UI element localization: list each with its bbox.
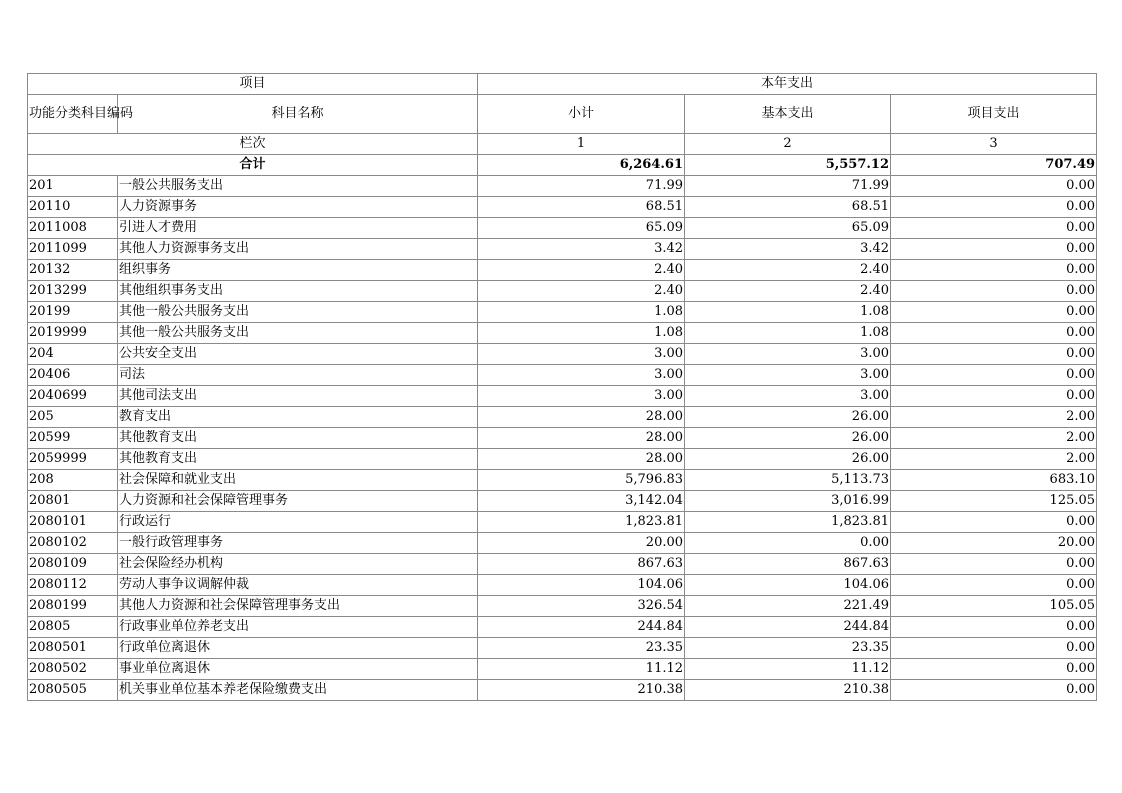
row-subtotal: 3.00 bbox=[478, 386, 685, 407]
row-project: 0.00 bbox=[891, 575, 1097, 596]
header-annual-expense: 本年支出 bbox=[478, 74, 1097, 95]
row-basic: 3.00 bbox=[685, 344, 891, 365]
table-row bbox=[28, 512, 1097, 533]
row-code: 2080502 bbox=[28, 659, 118, 680]
row-name: 一般公共服务支出 bbox=[118, 176, 478, 197]
row-basic: 2.40 bbox=[685, 260, 891, 281]
row-code: 20801 bbox=[28, 491, 118, 512]
row-name: 其他人力资源和社会保障管理事务支出 bbox=[118, 596, 478, 617]
row-basic: 221.49 bbox=[685, 596, 891, 617]
row-project: 0.00 bbox=[891, 260, 1097, 281]
row-project: 0.00 bbox=[891, 323, 1097, 344]
row-code: 20406 bbox=[28, 365, 118, 386]
row-project: 0.00 bbox=[891, 386, 1097, 407]
header-column-index: 栏次 bbox=[28, 134, 478, 155]
table-row bbox=[28, 323, 1097, 344]
row-subtotal: 65.09 bbox=[478, 218, 685, 239]
row-subtotal: 210.38 bbox=[478, 680, 685, 701]
total-row bbox=[28, 155, 1097, 176]
row-code: 2040699 bbox=[28, 386, 118, 407]
row-subtotal: 1,823.81 bbox=[478, 512, 685, 533]
row-name: 社会保险经办机构 bbox=[118, 554, 478, 575]
row-name: 人力资源和社会保障管理事务 bbox=[118, 491, 478, 512]
table-row bbox=[28, 659, 1097, 680]
row-project: 0.00 bbox=[891, 281, 1097, 302]
row-code: 2019999 bbox=[28, 323, 118, 344]
row-code: 2080505 bbox=[28, 680, 118, 701]
row-project: 683.10 bbox=[891, 470, 1097, 491]
row-name: 行政单位离退休 bbox=[118, 638, 478, 659]
row-basic: 867.63 bbox=[685, 554, 891, 575]
row-project: 0.00 bbox=[891, 659, 1097, 680]
row-project: 125.05 bbox=[891, 491, 1097, 512]
row-basic: 68.51 bbox=[685, 197, 891, 218]
row-name: 社会保障和就业支出 bbox=[118, 470, 478, 491]
table-row bbox=[28, 344, 1097, 365]
row-project: 0.00 bbox=[891, 365, 1097, 386]
table-row bbox=[28, 533, 1097, 554]
expenditure-table bbox=[27, 73, 1097, 701]
header-row-1 bbox=[28, 74, 1097, 95]
row-project: 0.00 bbox=[891, 512, 1097, 533]
row-code: 20110 bbox=[28, 197, 118, 218]
row-basic: 3,016.99 bbox=[685, 491, 891, 512]
row-basic: 71.99 bbox=[685, 176, 891, 197]
row-basic: 210.38 bbox=[685, 680, 891, 701]
row-name: 司法 bbox=[118, 365, 478, 386]
row-subtotal: 28.00 bbox=[478, 428, 685, 449]
row-code: 2080109 bbox=[28, 554, 118, 575]
row-code: 2080501 bbox=[28, 638, 118, 659]
row-code: 2080199 bbox=[28, 596, 118, 617]
row-name: 公共安全支出 bbox=[118, 344, 478, 365]
row-subtotal: 104.06 bbox=[478, 575, 685, 596]
row-code: 2011008 bbox=[28, 218, 118, 239]
row-subtotal: 3.42 bbox=[478, 239, 685, 260]
row-project: 0.00 bbox=[891, 638, 1097, 659]
row-code: 2059999 bbox=[28, 449, 118, 470]
row-name: 其他一般公共服务支出 bbox=[118, 323, 478, 344]
table-row bbox=[28, 428, 1097, 449]
header-col3: 3 bbox=[891, 134, 1097, 155]
row-code: 201 bbox=[28, 176, 118, 197]
row-project: 2.00 bbox=[891, 407, 1097, 428]
row-name: 机关事业单位基本养老保险缴费支出 bbox=[118, 680, 478, 701]
row-basic: 3.00 bbox=[685, 386, 891, 407]
table-row bbox=[28, 239, 1097, 260]
row-basic: 2.40 bbox=[685, 281, 891, 302]
header-row-index bbox=[28, 134, 1097, 155]
row-subtotal: 2.40 bbox=[478, 260, 685, 281]
row-subtotal: 20.00 bbox=[478, 533, 685, 554]
row-basic: 244.84 bbox=[685, 617, 891, 638]
row-basic: 3.42 bbox=[685, 239, 891, 260]
row-basic: 1,823.81 bbox=[685, 512, 891, 533]
row-code: 20132 bbox=[28, 260, 118, 281]
row-basic: 1.08 bbox=[685, 302, 891, 323]
row-basic: 65.09 bbox=[685, 218, 891, 239]
row-name: 其他教育支出 bbox=[118, 428, 478, 449]
total-project: 707.49 bbox=[891, 155, 1097, 176]
table-row bbox=[28, 197, 1097, 218]
total-subtotal: 6,264.61 bbox=[478, 155, 685, 176]
table-row bbox=[28, 386, 1097, 407]
table-row bbox=[28, 218, 1097, 239]
row-name: 教育支出 bbox=[118, 407, 478, 428]
row-code: 2080102 bbox=[28, 533, 118, 554]
table-row bbox=[28, 449, 1097, 470]
row-project: 20.00 bbox=[891, 533, 1097, 554]
table-row bbox=[28, 176, 1097, 197]
row-name: 行政运行 bbox=[118, 512, 478, 533]
total-label: 合计 bbox=[28, 155, 478, 176]
row-subtotal: 244.84 bbox=[478, 617, 685, 638]
row-code: 2080112 bbox=[28, 575, 118, 596]
row-subtotal: 1.08 bbox=[478, 302, 685, 323]
table-row bbox=[28, 554, 1097, 575]
row-basic: 1.08 bbox=[685, 323, 891, 344]
row-subtotal: 28.00 bbox=[478, 407, 685, 428]
row-project: 0.00 bbox=[891, 218, 1097, 239]
row-subtotal: 867.63 bbox=[478, 554, 685, 575]
row-subtotal: 71.99 bbox=[478, 176, 685, 197]
row-project: 0.00 bbox=[891, 239, 1097, 260]
row-name: 一般行政管理事务 bbox=[118, 533, 478, 554]
row-name: 行政事业单位养老支出 bbox=[118, 617, 478, 638]
row-code: 2013299 bbox=[28, 281, 118, 302]
row-project: 0.00 bbox=[891, 176, 1097, 197]
table-row bbox=[28, 281, 1097, 302]
row-name: 劳动人事争议调解仲裁 bbox=[118, 575, 478, 596]
row-name: 其他组织事务支出 bbox=[118, 281, 478, 302]
row-basic: 26.00 bbox=[685, 428, 891, 449]
table-body bbox=[28, 74, 1097, 701]
table-row bbox=[28, 638, 1097, 659]
row-basic: 5,113.73 bbox=[685, 470, 891, 491]
row-subtotal: 3,142.04 bbox=[478, 491, 685, 512]
row-name: 人力资源事务 bbox=[118, 197, 478, 218]
row-code: 20599 bbox=[28, 428, 118, 449]
row-subtotal: 2.40 bbox=[478, 281, 685, 302]
row-code: 2011099 bbox=[28, 239, 118, 260]
header-col2: 2 bbox=[685, 134, 891, 155]
table-row bbox=[28, 596, 1097, 617]
row-basic: 0.00 bbox=[685, 533, 891, 554]
row-subtotal: 11.12 bbox=[478, 659, 685, 680]
row-basic: 23.35 bbox=[685, 638, 891, 659]
row-subtotal: 28.00 bbox=[478, 449, 685, 470]
row-code: 2080101 bbox=[28, 512, 118, 533]
row-name: 其他一般公共服务支出 bbox=[118, 302, 478, 323]
row-code: 204 bbox=[28, 344, 118, 365]
table-row bbox=[28, 407, 1097, 428]
table-row bbox=[28, 302, 1097, 323]
row-name: 其他司法支出 bbox=[118, 386, 478, 407]
total-basic: 5,557.12 bbox=[685, 155, 891, 176]
table-row bbox=[28, 680, 1097, 701]
row-name: 其他教育支出 bbox=[118, 449, 478, 470]
row-project: 0.00 bbox=[891, 344, 1097, 365]
row-code: 20199 bbox=[28, 302, 118, 323]
row-project: 0.00 bbox=[891, 617, 1097, 638]
table-row bbox=[28, 365, 1097, 386]
table-row bbox=[28, 491, 1097, 512]
row-project: 0.00 bbox=[891, 680, 1097, 701]
row-code: 20805 bbox=[28, 617, 118, 638]
header-basic: 基本支出 bbox=[685, 95, 891, 134]
row-project: 0.00 bbox=[891, 197, 1097, 218]
row-name: 事业单位离退休 bbox=[118, 659, 478, 680]
row-project: 105.05 bbox=[891, 596, 1097, 617]
row-code: 205 bbox=[28, 407, 118, 428]
header-code: 功能分类科目编码 bbox=[28, 95, 118, 134]
table-row bbox=[28, 617, 1097, 638]
header-project: 项目支出 bbox=[891, 95, 1097, 134]
row-subtotal: 1.08 bbox=[478, 323, 685, 344]
row-project: 0.00 bbox=[891, 302, 1097, 323]
header-row-2 bbox=[28, 95, 1097, 134]
table-row bbox=[28, 470, 1097, 491]
row-basic: 26.00 bbox=[685, 407, 891, 428]
row-name: 其他人力资源事务支出 bbox=[118, 239, 478, 260]
header-col1: 1 bbox=[478, 134, 685, 155]
row-subtotal: 326.54 bbox=[478, 596, 685, 617]
header-subtotal: 小计 bbox=[478, 95, 685, 134]
row-subtotal: 23.35 bbox=[478, 638, 685, 659]
row-basic: 3.00 bbox=[685, 365, 891, 386]
row-subtotal: 5,796.83 bbox=[478, 470, 685, 491]
row-subtotal: 68.51 bbox=[478, 197, 685, 218]
row-code: 208 bbox=[28, 470, 118, 491]
row-project: 2.00 bbox=[891, 428, 1097, 449]
row-name: 组织事务 bbox=[118, 260, 478, 281]
row-name: 引进人才费用 bbox=[118, 218, 478, 239]
header-item: 项目 bbox=[28, 74, 478, 95]
row-subtotal: 3.00 bbox=[478, 344, 685, 365]
row-basic: 11.12 bbox=[685, 659, 891, 680]
row-basic: 104.06 bbox=[685, 575, 891, 596]
row-basic: 26.00 bbox=[685, 449, 891, 470]
header-name: 科目名称 bbox=[118, 95, 478, 134]
row-subtotal: 3.00 bbox=[478, 365, 685, 386]
row-project: 2.00 bbox=[891, 449, 1097, 470]
table-row bbox=[28, 575, 1097, 596]
row-project: 0.00 bbox=[891, 554, 1097, 575]
table-row bbox=[28, 260, 1097, 281]
